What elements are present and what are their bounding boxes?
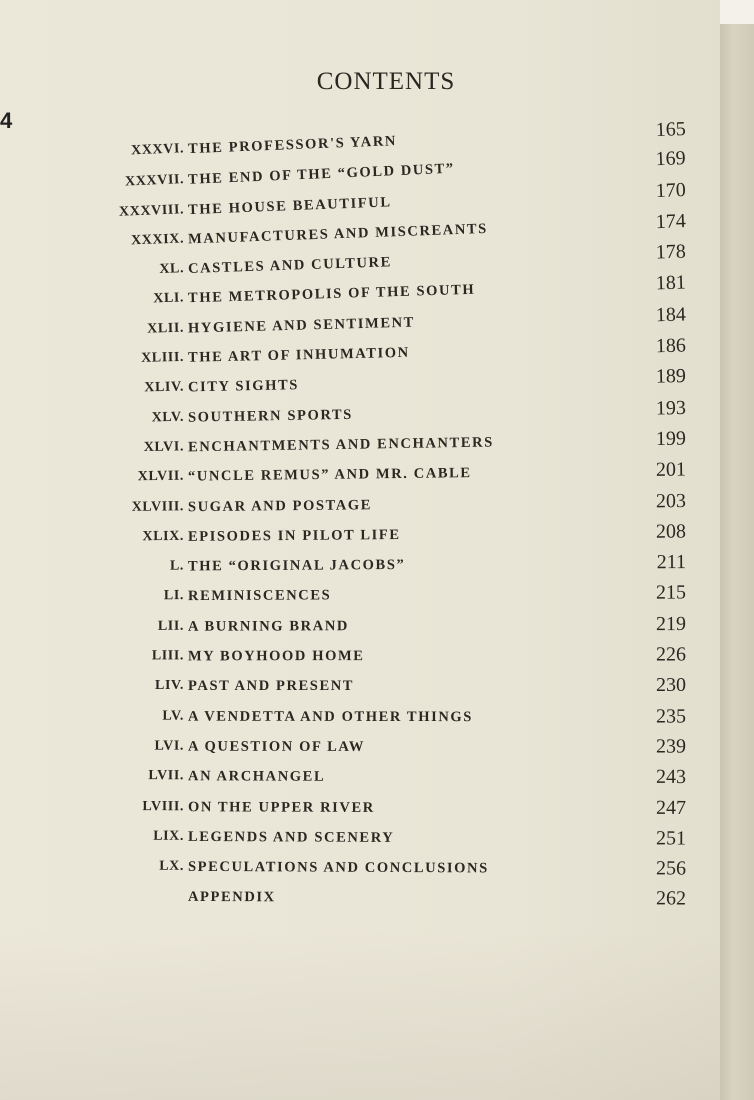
chapter-page-number: 235 <box>655 705 687 728</box>
chapter-number: XLIII. <box>140 349 185 366</box>
toc-entry <box>0 852 720 886</box>
chapter-title: REMINISCENCES <box>187 587 332 605</box>
toc-entry <box>0 672 720 702</box>
chapter-title: HYGIENE AND SENTIMENT <box>187 314 416 337</box>
chapter-title: THE END OF THE “GOLD DUST” <box>187 161 456 189</box>
chapter-page-number: 178 <box>655 240 687 264</box>
chapter-number: XLV. <box>151 409 185 426</box>
chapter-number: LI. <box>163 588 185 604</box>
chapter-number: XXXIX. <box>130 231 185 249</box>
chapter-title: AN ARCHANGEL <box>187 768 326 785</box>
toc-entry <box>0 580 720 614</box>
chapter-title: “UNCLE REMUS” AND MR. CABLE <box>187 465 472 485</box>
chapter-page-number: 262 <box>655 887 687 910</box>
chapter-number: LV. <box>162 708 185 724</box>
chapter-title: A BURNING BRAND <box>187 617 349 635</box>
chapter-number: XXXVI. <box>130 141 185 159</box>
chapter-page-number: 203 <box>655 489 687 512</box>
chapter-title: THE METROPOLIS OF THE SOUTH <box>187 282 476 307</box>
chapter-title: ON THE UPPER RIVER <box>187 798 375 816</box>
chapter-title: ENCHANTMENTS AND ENCHANTERS <box>187 434 494 456</box>
chapter-number: XLVII. <box>137 468 185 485</box>
toc-entry <box>0 762 720 795</box>
chapter-number: LII. <box>157 618 185 634</box>
chapter-page-number: 243 <box>655 766 687 789</box>
chapter-title: SOUTHERN SPORTS <box>187 406 354 426</box>
toc-entry <box>0 882 720 916</box>
page-shadow <box>0 930 720 1100</box>
chapter-page-number: 230 <box>656 674 686 697</box>
chapter-title: THE PROFESSOR'S YARN <box>187 133 398 158</box>
chapter-number: LIV. <box>155 678 184 694</box>
chapter-number: XL. <box>159 261 185 278</box>
chapter-title: SUGAR AND POSTAGE <box>187 496 373 515</box>
chapter-number: XLIV. <box>144 379 185 396</box>
toc-entry <box>0 792 720 825</box>
chapter-page-number: 193 <box>655 396 687 420</box>
chapter-page-number: 199 <box>655 427 687 450</box>
chapter-title: MY BOYHOOD HOME <box>187 648 365 665</box>
chapter-title: A QUESTION OF LAW <box>187 738 365 755</box>
chapter-number: XXXVIII. <box>118 201 185 220</box>
chapter-number: XXXVII. <box>124 172 185 190</box>
page-edge-highlight <box>720 0 754 24</box>
chapter-title: APPENDIX <box>187 889 276 906</box>
chapter-title: MANUFACTURES AND MISCREANTS <box>187 220 489 248</box>
chapter-page-number: 165 <box>655 118 687 142</box>
chapter-number: LVIII. <box>142 798 185 814</box>
chapter-page-number: 181 <box>655 272 687 295</box>
chapter-title: A VENDETTA AND OTHER THINGS <box>187 708 473 725</box>
chapter-page-number: 215 <box>655 581 687 605</box>
chapter-page-number: 251 <box>655 827 687 850</box>
chapter-page-number: 247 <box>655 796 687 819</box>
chapter-title: THE “ORIGINAL JACOBS” <box>187 557 406 575</box>
toc-entry <box>0 822 720 856</box>
chapter-title: SPECULATIONS AND CONCLUSIONS <box>187 859 489 877</box>
toc-entry <box>0 611 720 644</box>
toc-entry <box>0 732 720 764</box>
chapter-page-number: 208 <box>655 520 687 543</box>
chapter-page-number: 211 <box>656 551 687 574</box>
chapter-number: XLI. <box>153 290 185 307</box>
chapter-page-number: 201 <box>655 458 687 482</box>
chapter-page-number: 170 <box>655 178 687 202</box>
chapter-title: PAST AND PRESENT <box>188 678 355 695</box>
chapter-page-number: 174 <box>655 209 687 233</box>
contents-heading: CONTENTS <box>316 68 456 95</box>
chapter-number: LVII. <box>148 768 185 784</box>
chapter-title: CITY SIGHTS <box>187 377 300 396</box>
chapter-page-number: 239 <box>655 735 687 758</box>
chapter-number: LIX. <box>153 828 185 844</box>
chapter-number: XLVIII. <box>131 498 185 515</box>
chapter-number: LIII. <box>151 648 185 664</box>
chapter-number: LX. <box>159 858 185 874</box>
chapter-title: LEGENDS AND SCENERY <box>187 828 395 846</box>
toc-entry <box>0 702 720 734</box>
chapter-title: CASTLES AND CULTURE <box>187 254 393 278</box>
chapter-page-number: 256 <box>655 857 687 880</box>
chapter-number: XLVI. <box>143 439 185 455</box>
chapter-title: EPISODES IN PILOT LIFE <box>187 526 401 545</box>
chapter-number: XLIX. <box>142 528 185 545</box>
chapter-title: THE ART OF INHUMATION <box>187 344 410 366</box>
chapter-page-number: 184 <box>655 303 687 327</box>
chapter-number: LVI. <box>154 738 185 754</box>
chapter-page-number: 219 <box>655 612 687 635</box>
chapter-title: THE HOUSE BEAUTIFUL <box>187 193 392 218</box>
chapter-page-number: 226 <box>655 643 687 666</box>
table-of-contents <box>0 118 720 915</box>
chapter-number: XLII. <box>146 320 185 337</box>
page-number: 4 <box>0 108 13 133</box>
page-edge <box>720 0 754 1100</box>
chapter-page-number: 186 <box>655 334 687 358</box>
chapter-page-number: 189 <box>655 365 687 389</box>
chapter-page-number: 169 <box>655 147 687 171</box>
toc-entry <box>0 641 720 673</box>
chapter-number: L. <box>169 558 185 574</box>
